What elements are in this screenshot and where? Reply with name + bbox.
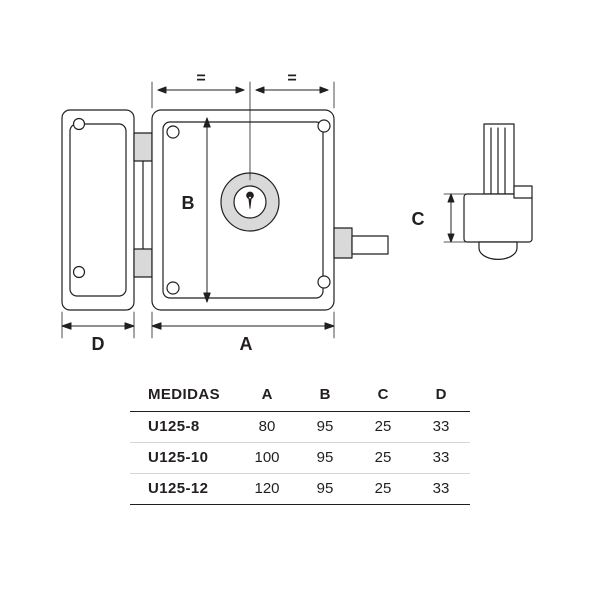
label-equal-right: = [287,70,297,87]
body-screw-tr [318,120,330,132]
row-value-c: 25 [354,443,412,474]
header-d: D [412,380,470,412]
table-row [130,412,470,443]
row-value-b: 95 [296,412,354,443]
row-value-c: 25 [354,412,412,443]
label-dim-c: C [411,209,425,229]
body-screw-br [318,276,330,288]
side-part-foot [479,242,517,259]
dim-arrow-a-left [152,323,161,329]
backplate-screw-top [74,119,85,130]
dim-arrow-eq-l-right [236,87,244,93]
bolt-base [334,228,352,258]
dim-arrow-eq-l-left [158,87,166,93]
dim-arrow-d-right [125,323,134,329]
row-value-d: 33 [412,412,470,443]
row-value-d: 33 [412,474,470,505]
row-value-d: 33 [412,443,470,474]
side-part-stem [484,124,514,194]
label-equal-left: = [196,70,206,87]
backplate-screw-bottom [74,267,85,278]
row-value-c: 25 [354,474,412,505]
table-header-row [130,380,470,412]
row-value-b: 95 [296,443,354,474]
measures-table-body [130,412,470,505]
label-dim-d: D [91,334,105,354]
dim-arrow-c-top [448,194,454,202]
body-screw-bl [167,282,179,294]
row-model: U125-10 [130,443,238,474]
body-screw-tl [167,126,179,138]
bolt-shaft [352,236,388,254]
row-model: U125-8 [130,412,238,443]
neck-upper [134,133,152,161]
side-part-collar [514,186,532,198]
row-value-a: 120 [238,474,296,505]
dim-arrow-a-right [325,323,334,329]
dim-arrow-eq-r-right [320,87,328,93]
header-b: B [296,380,354,412]
row-value-a: 80 [238,412,296,443]
row-value-b: 95 [296,474,354,505]
table-row [130,474,470,505]
header-medidas: MEDIDAS [130,380,238,412]
dim-arrow-eq-r-left [256,87,264,93]
label-dim-a: A [239,334,253,354]
dim-arrow-d-left [62,323,71,329]
neck-lower [134,249,152,277]
table-row [130,443,470,474]
header-c: C [354,380,412,412]
dim-arrow-c-bottom [448,234,454,242]
measures-table [130,380,470,505]
label-dim-b: B [181,193,195,213]
row-model: U125-12 [130,474,238,505]
side-part-body [464,194,532,242]
row-value-a: 100 [238,443,296,474]
measures-table-container [130,380,470,505]
header-a: A [238,380,296,412]
measures-table-head [130,380,470,412]
